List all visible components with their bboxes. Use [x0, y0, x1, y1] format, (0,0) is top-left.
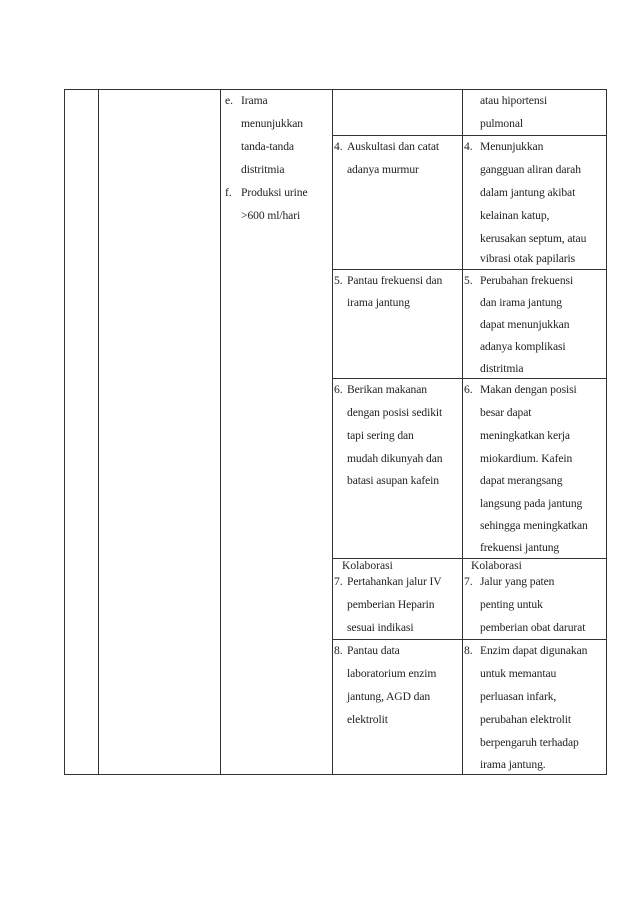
- intervention-4-line-1: Auskultasi dan catat: [347, 140, 440, 153]
- intervention-8-line-1: Pantau data: [347, 644, 400, 657]
- rationale-number-6: 6.: [464, 383, 473, 396]
- intervention-8-line-2: laboratorium enzim: [347, 667, 437, 680]
- rationale-6-line-1: Makan dengan posisi: [480, 383, 577, 396]
- criteria-e-line-2: menunjukkan: [241, 117, 304, 130]
- rationale-8-line-5: berpengaruh terhadap: [480, 736, 579, 749]
- rationale-number-5: 5.: [464, 274, 473, 287]
- intervention-4-line-2: adanya murmur: [347, 163, 419, 176]
- criteria-marker-f: f.: [225, 186, 232, 199]
- criteria-f-line-1: Produksi urine: [241, 186, 308, 199]
- rationale-4-line-1: Menunjukkan: [480, 140, 544, 153]
- rationale-6-line-4: miokardium. Kafein: [480, 452, 573, 465]
- rationale-6-line-7: sehingga meningkatkan: [480, 519, 588, 532]
- intervention-8-line-3: jantung, AGD dan: [347, 690, 431, 703]
- intervention-6-line-2: dengan posisi sedikit: [347, 406, 443, 419]
- top-rationale-line-1: atau hiportensi: [480, 94, 548, 107]
- rationale-8-line-3: perluasan infark,: [480, 690, 557, 703]
- table-border-right: [606, 89, 607, 775]
- rationale-6-line-6: langsung pada jantung: [480, 497, 583, 510]
- rationale-4-line-3: dalam jantung akibat: [480, 186, 576, 199]
- intervention-number-8: 8.: [334, 644, 343, 657]
- intervention-6-line-5: batasi asupan kafein: [347, 474, 440, 487]
- top-rationale-line-2: pulmonal: [480, 117, 523, 130]
- intervention-number-7: 7.: [334, 575, 343, 588]
- intervention-5-line-1: Pantau frekuensi dan: [347, 274, 443, 287]
- rationale-4-line-2: gangguan aliran darah: [480, 163, 581, 176]
- rationale-5-line-2: dan irama jantung: [480, 296, 563, 309]
- rationale-7-line-1: Jalur yang paten: [480, 575, 555, 588]
- rationale-8-line-1: Enzim dapat digunakan: [480, 644, 588, 657]
- table-col-divider-3: [332, 89, 333, 775]
- rationale-8-line-4: perubahan elektrolit: [480, 713, 572, 726]
- intervention-kolaborasi-heading: Kolaborasi: [342, 559, 393, 572]
- rationale-6-line-3: meningkatkan kerja: [480, 429, 570, 442]
- rationale-number-4: 4.: [464, 140, 473, 153]
- intervention-7-line-3: sesuai indikasi: [347, 621, 414, 634]
- rationale-5-line-4: adanya komplikasi: [480, 340, 566, 353]
- rationale-5-line-5: distritmia: [480, 362, 524, 375]
- intervention-7-line-2: pemberian Heparin: [347, 598, 435, 611]
- rationale-8-line-6: irama jantung.: [480, 758, 546, 771]
- table-col-divider-1: [98, 89, 99, 775]
- rationale-8-line-2: untuk memantau: [480, 667, 557, 680]
- rationale-5-line-1: Perubahan frekuensi: [480, 274, 574, 287]
- criteria-e-line-4: distritmia: [241, 163, 285, 176]
- rationale-7-line-2: penting untuk: [480, 598, 543, 611]
- rationale-number-8: 8.: [464, 644, 473, 657]
- table-border-left: [64, 89, 65, 775]
- rationale-6-line-5: dapat merangsang: [480, 474, 563, 487]
- criteria-f-line-2: >600 ml/hari: [241, 209, 301, 222]
- criteria-marker-e: e.: [225, 94, 234, 107]
- intervention-8-line-4: elektrolit: [347, 713, 388, 726]
- intervention-6-line-4: mudah dikunyah dan: [347, 452, 443, 465]
- intervention-5-line-2: irama jantung: [347, 296, 410, 309]
- intervention-number-5: 5.: [334, 274, 343, 287]
- rationale-kolaborasi-heading: Kolaborasi: [471, 559, 522, 572]
- rationale-7-line-3: pemberian obat darurat: [480, 621, 586, 634]
- intervention-7-line-1: Pertahankan jalur IV: [347, 575, 442, 588]
- rationale-5-line-3: dapat menunjukkan: [480, 318, 570, 331]
- rationale-number-7: 7.: [464, 575, 473, 588]
- criteria-e-line-3: tanda-tanda: [241, 140, 294, 153]
- intervention-number-6: 6.: [334, 383, 343, 396]
- rationale-4-line-4: kelainan katup,: [480, 209, 550, 222]
- table-col-divider-4: [462, 89, 463, 775]
- rationale-4-line-6: vibrasi otak papilaris: [480, 252, 576, 265]
- rationale-6-line-8: frekuensi jantung: [480, 541, 560, 554]
- criteria-e-line-1: Irama: [241, 94, 268, 107]
- intervention-6-line-1: Berikan makanan: [347, 383, 427, 396]
- intervention-6-line-3: tapi sering dan: [347, 429, 414, 442]
- rationale-4-line-5: kerusakan septum, atau: [480, 232, 587, 245]
- intervention-number-4: 4.: [334, 140, 343, 153]
- table-col-divider-2: [220, 89, 221, 775]
- rationale-6-line-2: besar dapat: [480, 406, 532, 419]
